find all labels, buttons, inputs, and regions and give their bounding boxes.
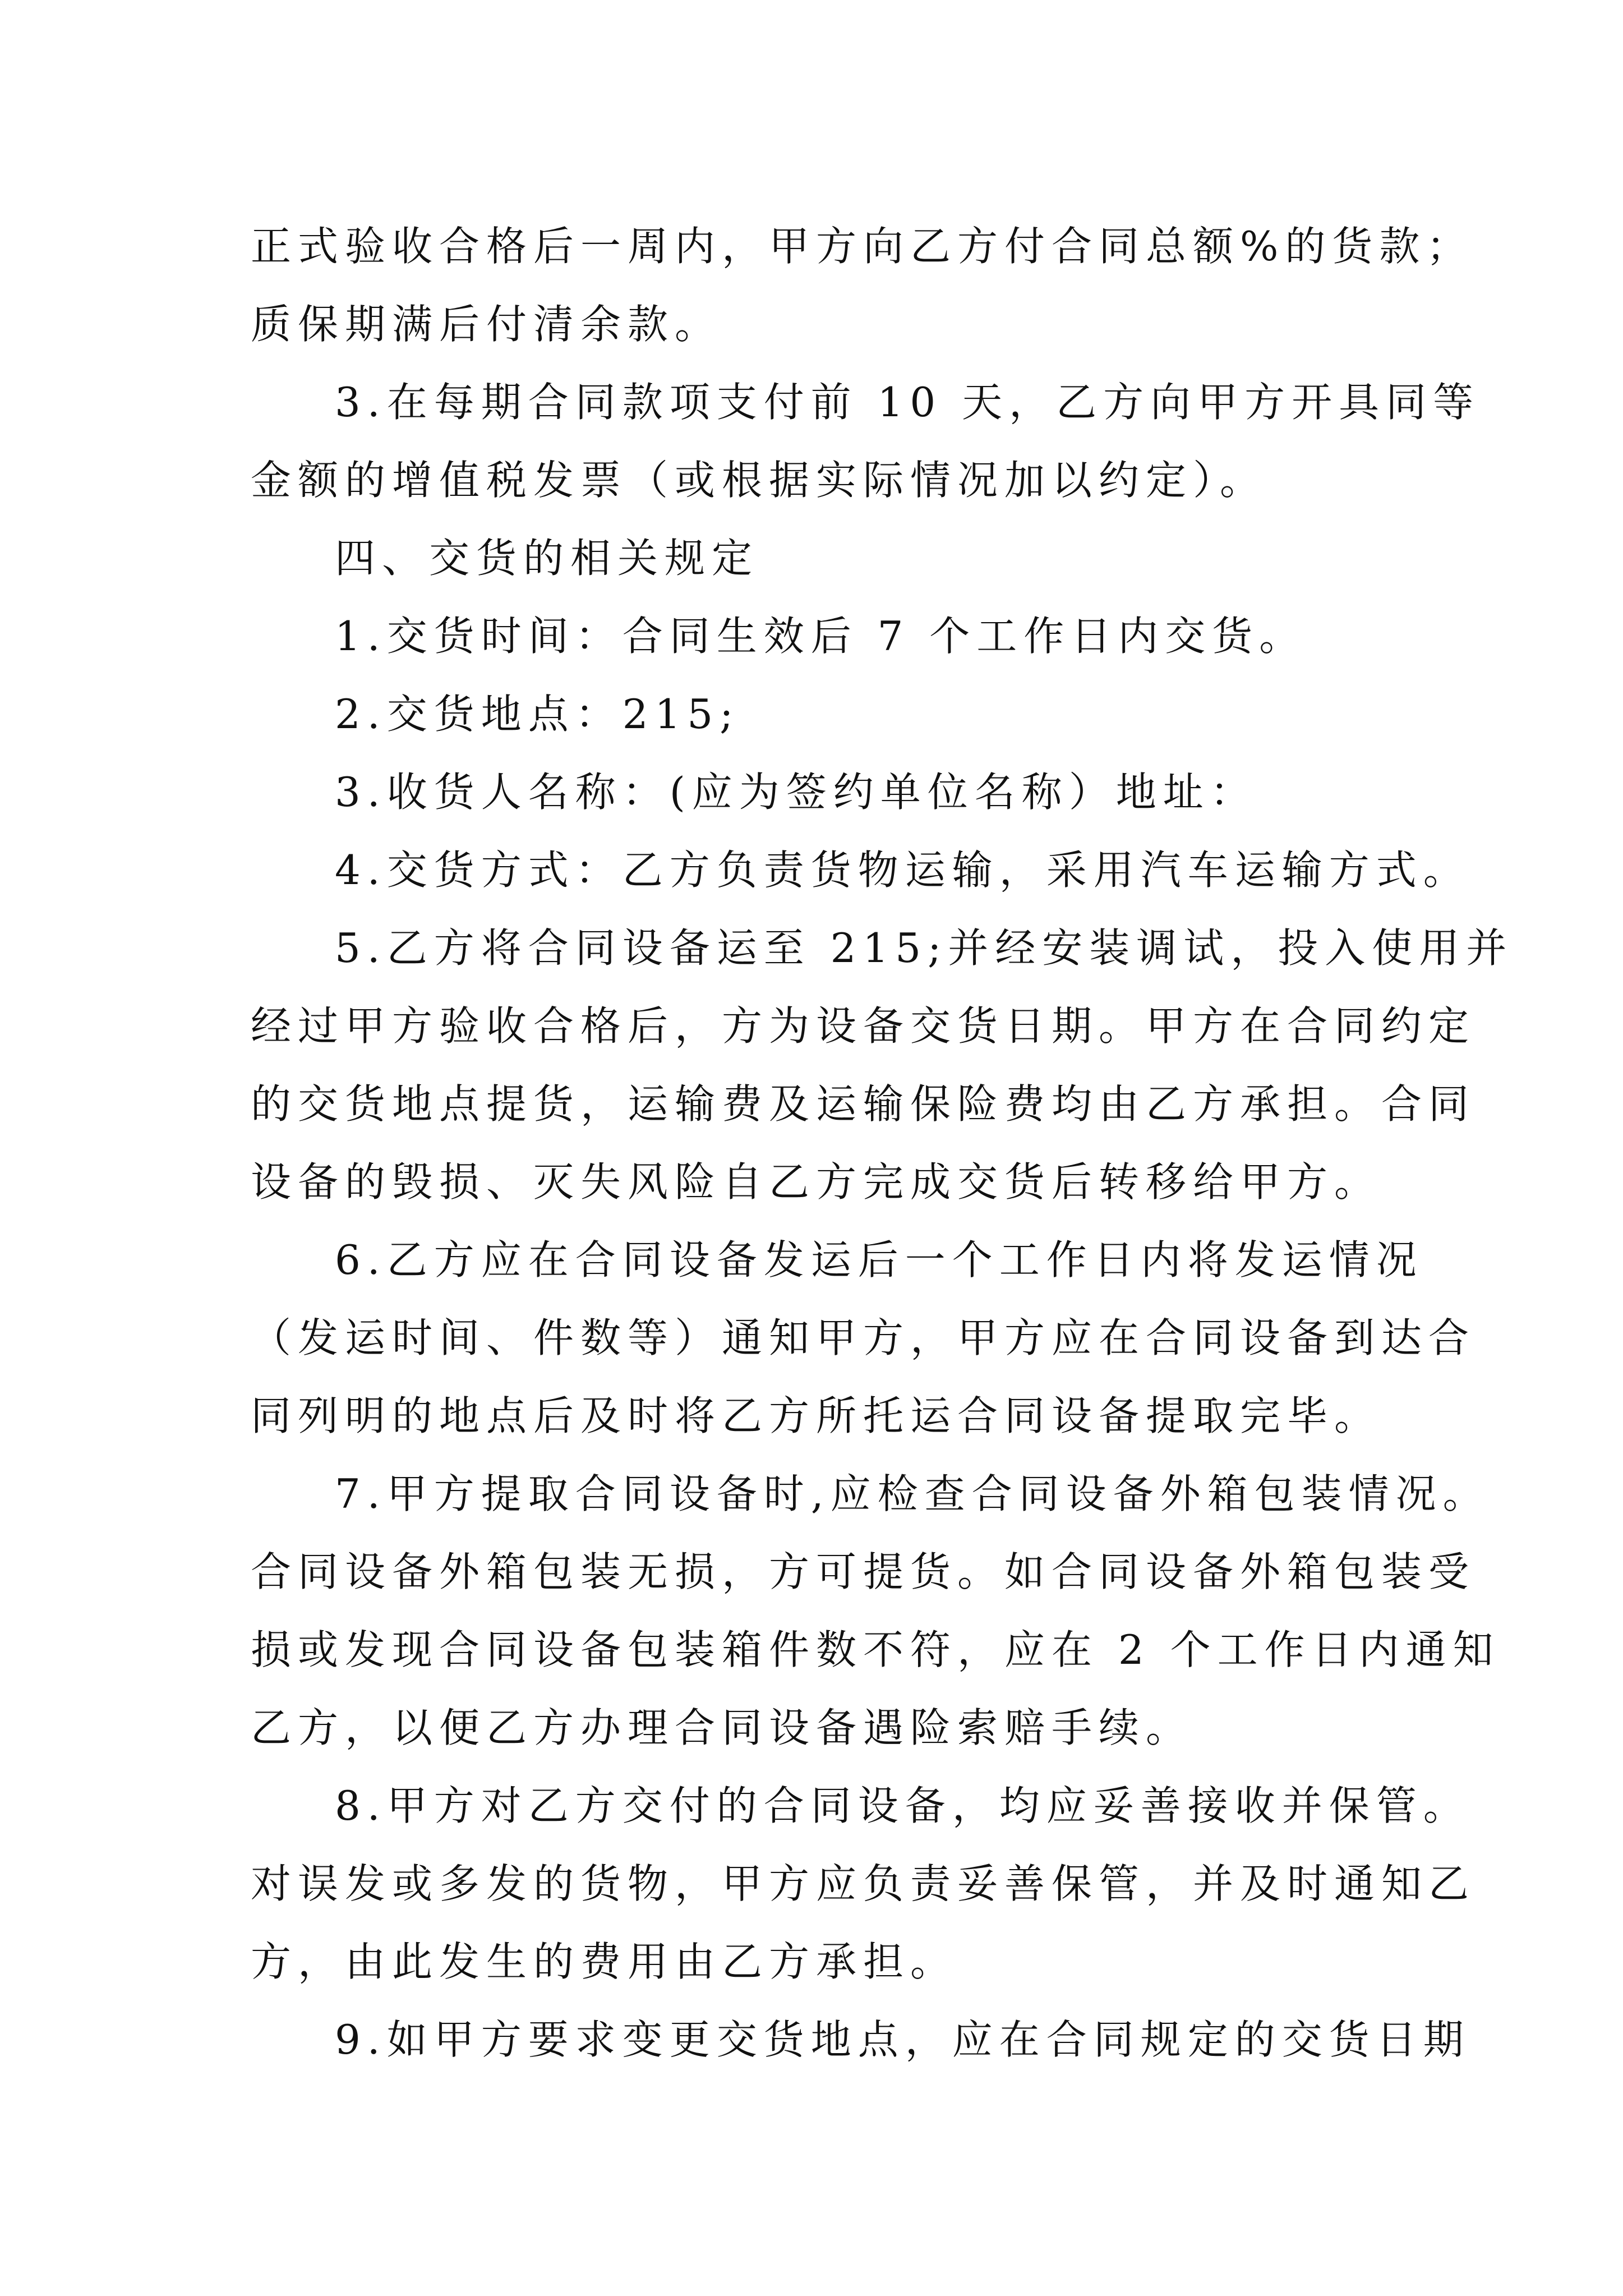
paragraph-line: 方，由此发生的费用由乙方承担。 (251, 1938, 958, 1985)
paragraph-line: 9.如甲方要求变更交货地点，应在合同规定的交货日期 (335, 2016, 1470, 2063)
paragraph-line: 3.收货人名称：(应为签约单位名称）地址： (335, 769, 1257, 816)
paragraph-line: 金额的增值税发票（或根据实际情况加以约定）。 (251, 457, 1267, 504)
paragraph-line: 损或发现合同设备包装箱件数不符，应在 2 个工作日内通知 (251, 1626, 1500, 1673)
paragraph-line: 6.乙方应在合同设备发运后一个工作日内将发运情况 (335, 1236, 1423, 1283)
document-body (251, 208, 1514, 2079)
paragraph-line: 同列明的地点后及时将乙方所托运合同设备提取完毕。 (251, 1392, 1382, 1439)
paragraph-line: 经过甲方验收合格后，方为设备交货日期。甲方在合同约定 (251, 1002, 1476, 1050)
paragraph-line: 的交货地点提货，运输费及运输保险费均由乙方承担。合同 (251, 1080, 1476, 1128)
section-heading: 四、交货的相关规定 (335, 535, 759, 582)
paragraph-line: 3.在每期合同款项支付前 10 天，乙方向甲方开具同等 (335, 379, 1481, 426)
paragraph-line: 5.乙方将合同设备运至 215;并经安装调试，投入使用并 (335, 924, 1514, 972)
paragraph-line: 设备的毁损、灭失风险自乙方完成交货后转移给甲方。 (251, 1158, 1382, 1205)
paragraph-line: 7.甲方提取合同设备时,应检查合同设备外箱包装情况。 (335, 1470, 1490, 1517)
paragraph-line: 正式验收合格后一周内，甲方向乙方付合同总额%的货款； (251, 223, 1474, 270)
paragraph-line: 8.甲方对乙方交付的合同设备，均应妥善接收并保管。 (335, 1782, 1470, 1829)
paragraph-line: 2.交货地点：215; (335, 691, 740, 738)
paragraph-line: （发运时间、件数等）通知甲方，甲方应在合同设备到达合 (251, 1314, 1476, 1361)
paragraph-line: 合同设备外箱包装无损，方可提货。如合同设备外箱包装受 (251, 1548, 1476, 1595)
paragraph-line: 4.交货方式：乙方负责货物运输，采用汽车运输方式。 (335, 846, 1470, 894)
paragraph-line: 对误发或多发的货物，甲方应负责妥善保管，并及时通知乙 (251, 1860, 1476, 1907)
paragraph-line: 质保期满后付清余款。 (251, 301, 722, 348)
paragraph-line: 乙方，以便乙方办理合同设备遇险索赔手续。 (251, 1704, 1193, 1751)
paragraph-line: 1.交货时间：合同生效后 7 个工作日内交货。 (335, 613, 1307, 660)
